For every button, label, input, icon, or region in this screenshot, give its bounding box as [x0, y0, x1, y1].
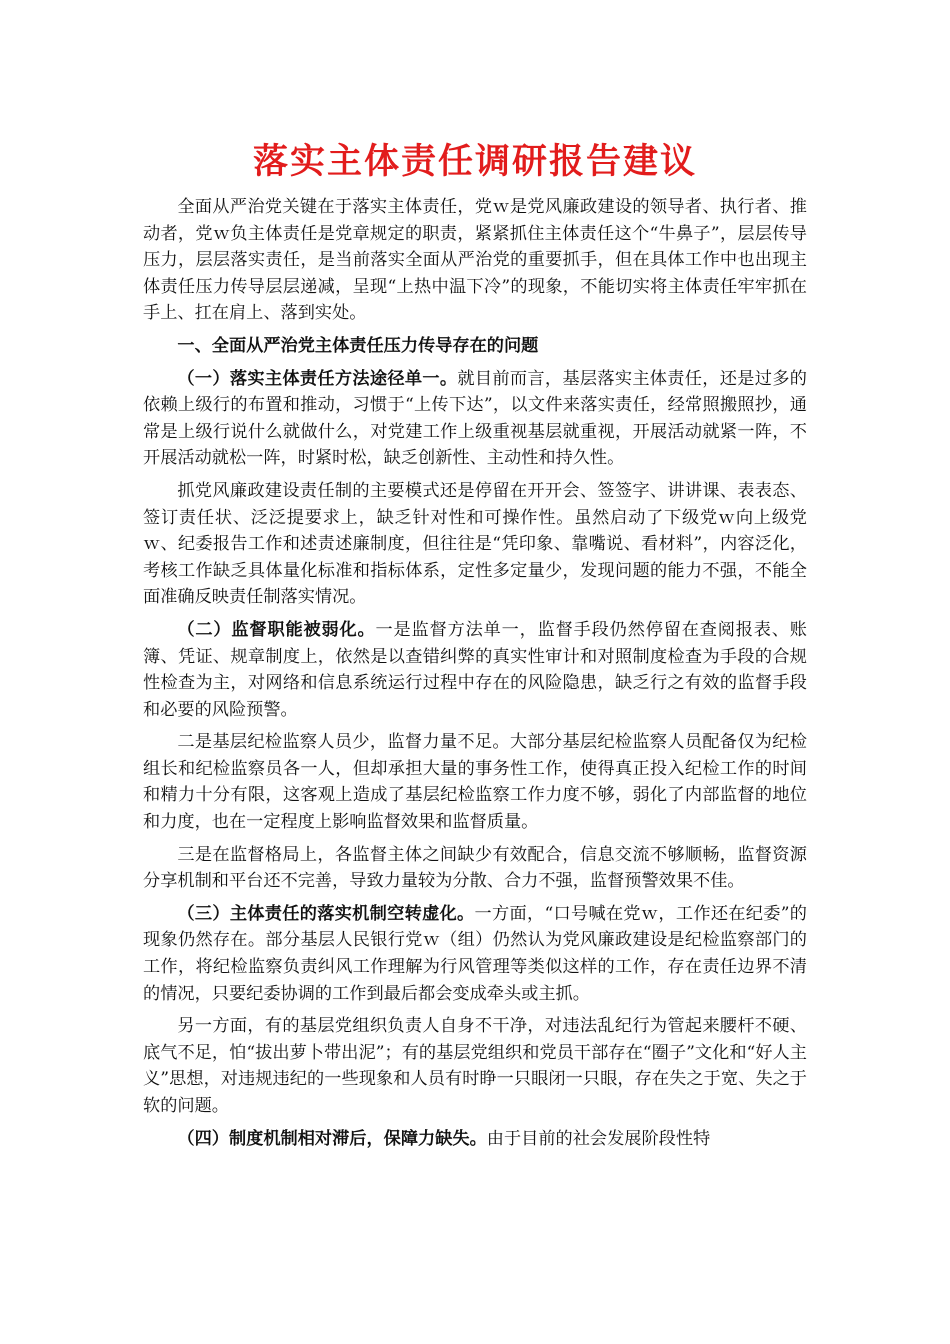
subsection-1-paragraph-2: 抓党风廉政建设责任制的主要模式还是停留在开开会、签签字、讲讲课、表表态、签订责任状、泛泛提要求上，缺乏针对性和可操作性。虽然启动了下级党ｗ向上级党ｗ、纪委报告工作和述责述廉制度，但往往是“凭印象、靠嘴说、看材料”，内容泛化，考核工作缺乏具体量化标准和指标体系，定性多定量少，发现问题的能力不强，不能全面准确反映责任制落实情况。 [143, 480, 807, 608]
subsection-2-title: （二）监督职能被弱化。 [177, 619, 376, 640]
subsection-3-text: 一方面，“口号喊在党ｗ，工作还在纪委”的现象仍然存在。部分基层人民银行党ｗ（组）仍然认为党风廉政建设是纪检监察部门的工作，将纪检监察负责纠风工作理解为行风管理等类似这样的工作，存在责任边界不清的情况，只要纪委协调的工作到最后都会变成牵头或主抓。 [143, 903, 807, 1004]
subsection-2-text: 一是监督方法单一，监督手段仍然停留在查阅报表、账簿、凭证、规章制度上，依然是以查错纠弊的真实性审计和对照制度检查为手段的合规性检查为主，对网络和信息系统运行过程中存在的风险隐患，缺乏行之有效的监督手段和必要的风险预警。 [143, 619, 807, 720]
subsection-3-title: （三）主体责任的落实机制空转虚化。 [177, 903, 475, 924]
document-title: 落实主体责任调研报告建议 [252, 141, 697, 182]
section-heading-1: 一、全面从严治党主体责任压力传导存在的问题 [177, 335, 539, 356]
subsection-1-text: 就目前而言，基层落实主体责任，还是过多的依赖上级行的布置和推动，习惯于“上传下达”，以文件来落实责任，经常照搬照抄，通常是上级行说什么就做什么，对党建工作上级重视基层就重视，开展活动就紧一阵，不开展活动就松一阵，时紧时松，缺乏创新性、主动性和持久性。 [143, 368, 807, 469]
subsection-1-title: （一）落实主体责任方法途径单一。 [177, 368, 458, 389]
subsection-4-text: 由于目前的社会发展阶段性特 [486, 1128, 711, 1149]
subsection-2-paragraph-3: 三是在监督格局上，各监督主体之间缺少有效配合，信息交流不够顺畅，监督资源分享机制和平台还不完善，导致力量较为分散、合力不强，监督预警效果不佳。 [143, 844, 807, 892]
subsection-4-title: （四）制度机制相对滞后，保障力缺失。 [177, 1128, 487, 1149]
subsection-2-paragraph-2: 二是基层纪检监察人员少，监督力量不足。大部分基层纪检监察人员配备仅为纪检组长和纪检监察员各一人，但却承担大量的事务性工作，使得真正投入纪检工作的时间和精力十分有限，这客观上造成了基层纪检监察工作力度不够，弱化了内部监督的地位和力度，也在一定程度上影响监督效果和监督质量。 [143, 732, 807, 833]
intro-paragraph: 全面从严治党关键在于落实主体责任，党ｗ是党风廉政建设的领导者、执行者、推动者，党ｗ负主体责任是党章规定的职责，紧紧抓住主体责任这个“牛鼻子”，层层传导压力，层层落实责任，是当前落实全面从严治党的重要抓手，但在具体工作中也出现主体责任压力传导层层递减，呈现“上热中温下冷”的现象，不能切实将主体责任牢牢抓在手上、扛在肩上、落到实处。 [143, 197, 807, 324]
subsection-1-paragraph [143, 366, 807, 472]
subsection-3-paragraph-2: 另一方面，有的基层党组织负责人自身不干净，对违法乱纪行为管起来腰杆不硬、底气不足，怕“拔出萝卜带出泥”；有的基层党组织和党员干部存在“圈子”文化和“好人主义”思想，对违规违纪的一些现象和人员有时睁一只眼闭一只眼，存在失之于宽、失之于软的问题。 [143, 1016, 807, 1116]
subsection-4-paragraph [143, 1126, 807, 1153]
subsection-2-paragraph [143, 617, 807, 723]
subsection-3-paragraph [143, 901, 807, 1007]
